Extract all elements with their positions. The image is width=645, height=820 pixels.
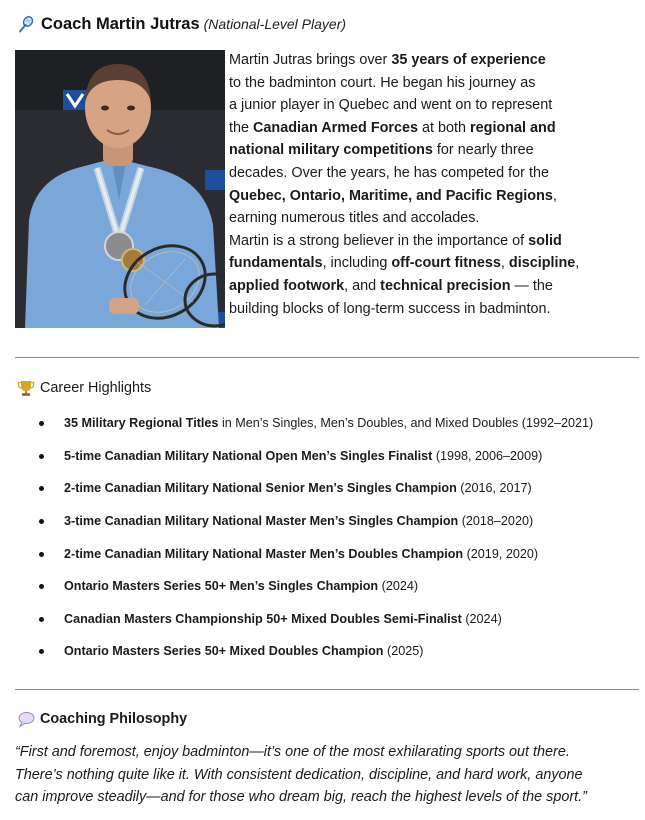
bio-line [229, 162, 619, 185]
text-run: Martin Jutras brings over [229, 52, 392, 68]
text-run: earning numerous titles and accolades. [229, 210, 480, 227]
text-run: to the badminton court. He began his journey as [229, 74, 536, 91]
page-title [17, 12, 346, 36]
bold-text: Canadian Masters Championship 50+ Mixed Doubles Semi-Finalist [64, 612, 462, 626]
text-run: (2016, 2017) [456, 481, 532, 495]
bold-text: 2-time Canadian Military National Master Men’s Doubles Champion [64, 547, 464, 561]
highlight-text [64, 449, 542, 463]
text-run: , including [322, 255, 392, 272]
quote-line: “First and foremost, enjoy badminton—it’s one of the most exhilarating sports out there. [15, 744, 570, 760]
bold-text: discipline [508, 255, 576, 272]
coach-photo-illustration [15, 50, 225, 328]
bio-line [229, 298, 619, 321]
text-run: a junior player in Quebec and went on to represent [229, 97, 553, 114]
bold-text: solid [528, 232, 562, 249]
bullet-icon [39, 486, 44, 491]
text-run: the [229, 119, 254, 136]
section-divider [15, 357, 639, 358]
bio-line [229, 275, 619, 298]
text-run: , [552, 187, 557, 204]
bold-text: technical precision [380, 277, 511, 294]
highlight-text [64, 579, 418, 593]
highlight-text [64, 416, 593, 430]
highlight-item [36, 511, 533, 531]
bullet-icon [39, 584, 44, 589]
bold-text: Ontario Masters Series 50+ Mixed Doubles Champion [64, 644, 384, 658]
bold-text: off-court fitness [391, 255, 501, 272]
coaching-philosophy-title: Coaching Philosophy [40, 711, 188, 727]
text-run: (2024) [461, 612, 502, 626]
quote-line: There’s nothing quite like it. With consistent dedication, discipline, and hard work, anyone [15, 766, 583, 783]
text-run: , [500, 255, 509, 272]
text-run: at both [418, 119, 471, 136]
coach-subtitle: (National-Level Player) [203, 16, 347, 32]
bio-line [229, 207, 619, 230]
text-run: building blocks of long-term success in badminton. [229, 300, 551, 317]
bullet-icon [39, 519, 44, 524]
coaching-philosophy-heading [17, 708, 187, 730]
bold-text: 5-time Canadian Military National Open Men’s Singles Finalist [64, 449, 433, 463]
highlight-text [64, 612, 502, 626]
highlight-item [36, 609, 502, 629]
bold-text: applied footwork [229, 277, 345, 294]
career-highlights-heading [17, 377, 151, 399]
highlight-item [36, 446, 542, 466]
highlight-item [36, 576, 418, 596]
highlight-item [36, 413, 593, 433]
text-run: Martin is a strong believer in the importance of [229, 232, 529, 249]
quote-line: can improve steadily—and for those who dream big, reach the highest levels of the sport.” [15, 789, 587, 806]
highlight-text [64, 644, 423, 658]
coach-bio [229, 49, 619, 320]
bio-line [229, 230, 619, 253]
text-run: in Men’s Singles, Men’s Doubles, and Mixed Doubles (1992–2021) [218, 416, 594, 430]
highlight-item [36, 544, 538, 564]
bio-line [229, 139, 619, 162]
bold-text: 35 Military Regional Titles [64, 416, 219, 430]
text-run: (1998, 2006–2009) [432, 449, 543, 463]
bold-text: regional and [470, 119, 556, 136]
coach-name: Coach Martin Jutras [41, 14, 200, 33]
bold-text: 2-time Canadian Military National Senior Men’s Singles Champion [64, 481, 457, 495]
text-run: , [575, 255, 580, 272]
text-run: (2024) [378, 579, 419, 593]
bold-text: national military competitions [229, 142, 433, 159]
text-run: — the [510, 277, 553, 294]
bullet-icon [39, 421, 44, 426]
bio-line [229, 117, 619, 140]
speech-bubble-icon [17, 710, 35, 728]
bullet-icon [39, 649, 44, 654]
career-highlights-title: Career Highlights [40, 380, 152, 396]
highlight-item [36, 478, 532, 498]
bold-text: Ontario Masters Series 50+ Men’s Singles Champion [64, 579, 379, 593]
text-run: decades. Over the years, he has competed for the [229, 164, 549, 181]
bio-line [229, 72, 619, 95]
highlight-text [64, 547, 538, 561]
bio-line [229, 94, 619, 117]
bold-text: 35 years of experience [391, 52, 546, 68]
bullet-icon [39, 617, 44, 622]
text-run: (2018–2020) [458, 514, 534, 528]
bio-line [229, 252, 619, 275]
bio-line [229, 49, 619, 72]
badminton-racket-icon [17, 15, 35, 33]
bio-line [229, 185, 619, 208]
bold-text: fundamentals [229, 255, 323, 272]
highlight-text [64, 481, 532, 495]
bullet-icon [39, 552, 44, 557]
section-divider [15, 689, 639, 690]
bold-text: Canadian Armed Forces [253, 119, 419, 136]
bullet-icon [39, 454, 44, 459]
trophy-icon [17, 379, 35, 397]
highlight-item [36, 641, 423, 661]
text-run: (2025) [383, 644, 424, 658]
coaching-philosophy-quote [15, 741, 635, 809]
highlight-text [64, 514, 533, 528]
text-run: (2019, 2020) [463, 547, 539, 561]
bold-text: Quebec, Ontario, Maritime, and Pacific Regions [229, 187, 553, 204]
bold-text: 3-time Canadian Military National Master Men’s Singles Champion [64, 514, 459, 528]
text-run: , and [344, 277, 381, 294]
coach-photo [15, 50, 225, 328]
text-run: for nearly three [432, 142, 534, 159]
